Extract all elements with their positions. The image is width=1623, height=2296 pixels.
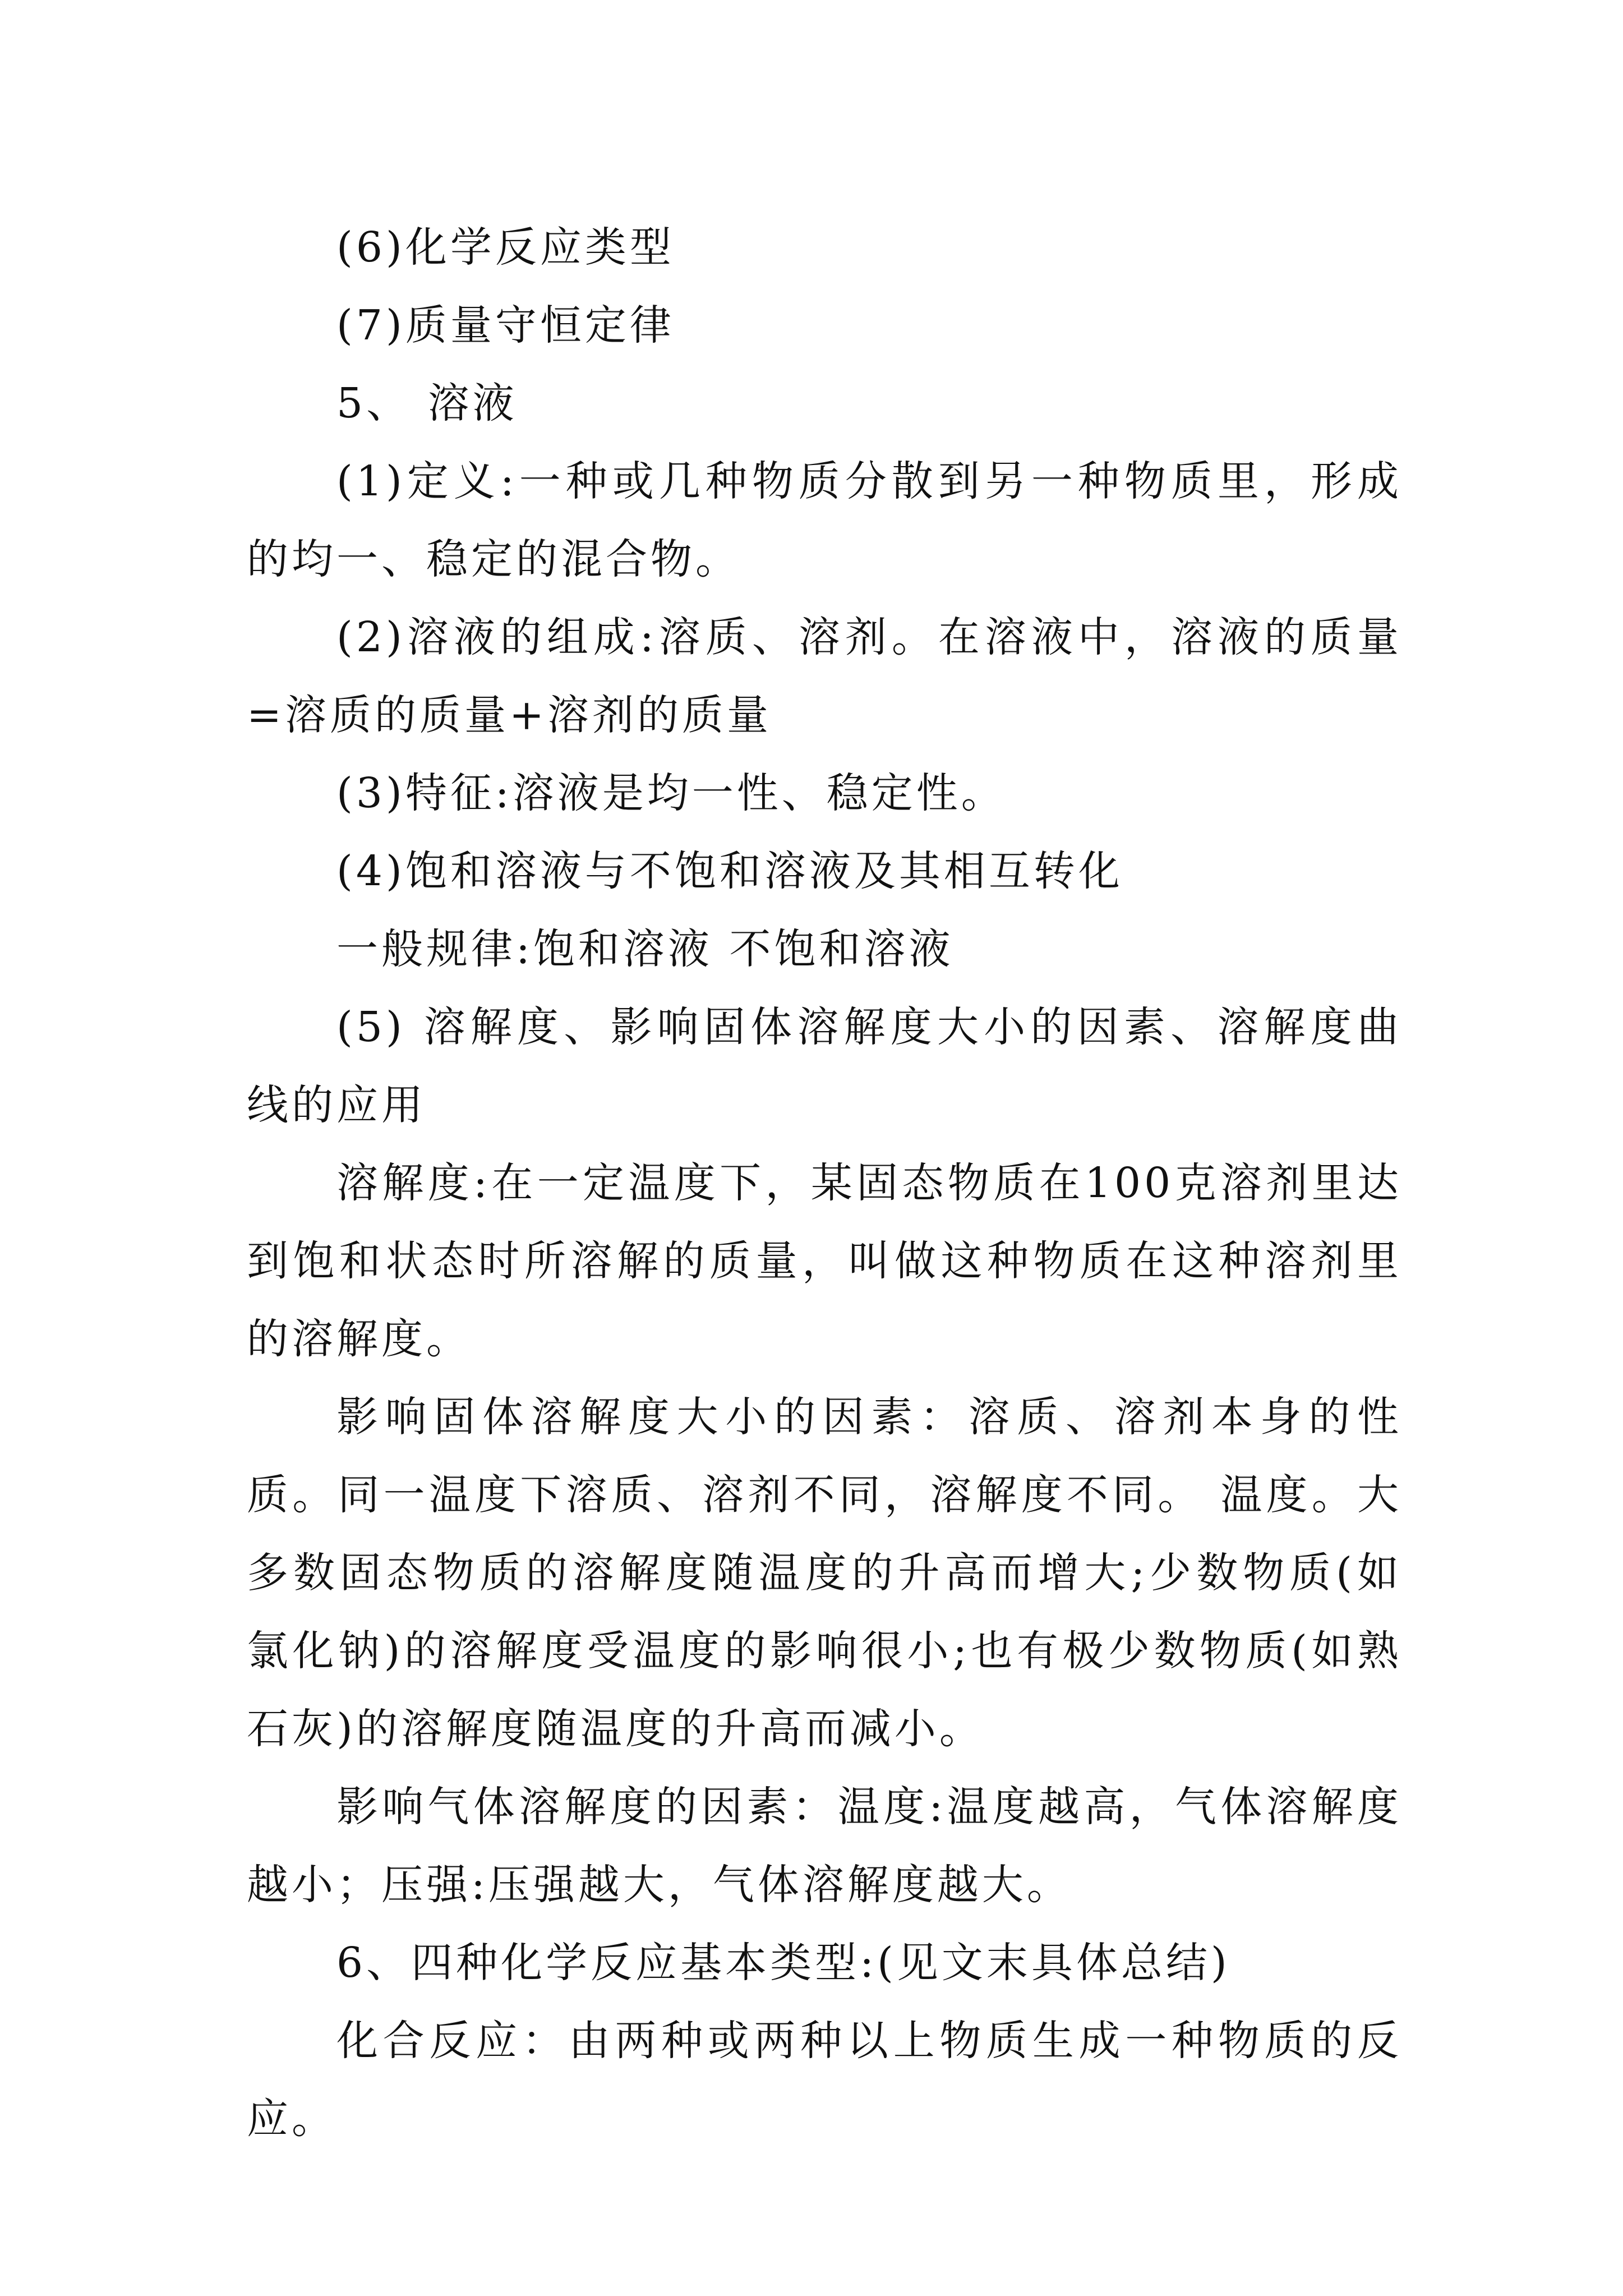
- paragraph-gas-solubility-factors: 影响气体溶解度的因素：温度:温度越高，气体溶解度越小；压强:压强越大，气体溶解度越大。: [247, 1783, 1402, 1909]
- paragraph-mass-conservation: (7)质量守恒定律: [336, 301, 675, 349]
- paragraph-combination-reaction: 化合反应：由两种或两种以上物质生成一种物质的反应。: [247, 2017, 1402, 2143]
- paragraph-solution-definition: (1)定义:一种或几种物质分散到另一种物质里，形成的均一、稳定的混合物。: [247, 457, 1402, 583]
- paragraph-solubility-definition: 溶解度:在一定温度下，某固态物质在100克溶剂里达到饱和状态时所溶解的质量，叫做这种物质在这种溶剂里的溶解度。: [247, 1159, 1402, 1363]
- section-heading-solution: 5、 溶液: [336, 379, 518, 427]
- paragraph-general-rule: 一般规律:饱和溶液 不饱和溶液: [336, 925, 954, 973]
- paragraph-solution-features: (3)特征:溶液是均一性、稳定性。: [336, 769, 1006, 817]
- paragraph-solid-solubility-factors: 影响固体溶解度大小的因素：溶质、溶剂本身的性质。同一温度下溶质、溶剂不同，溶解度不同。 温度。大多数固态物质的溶解度随温度的升高而增大;少数物质(如氯化钠)的溶解度受温度的影响很小;也有极少数物质(如熟石灰)的溶解度随温度的升高而减小。: [247, 1393, 1402, 1753]
- section-heading-reaction-types: 6、四种化学反应基本类型:(见文末具体总结): [336, 1939, 1230, 1987]
- paragraph-solubility-topics: (5) 溶解度、影响固体溶解度大小的因素、溶解度曲线的应用: [247, 1003, 1402, 1129]
- paragraph-solution-composition: (2)溶液的组成:溶质、溶剂。在溶液中，溶液的质量=溶质的质量+溶剂的质量: [247, 613, 1402, 739]
- paragraph-reaction-types: (6)化学反应类型: [336, 223, 675, 272]
- paragraph-saturated-conversion: (4)饱和溶液与不饱和溶液及其相互转化: [336, 847, 1123, 895]
- document-body: [247, 209, 1402, 2158]
